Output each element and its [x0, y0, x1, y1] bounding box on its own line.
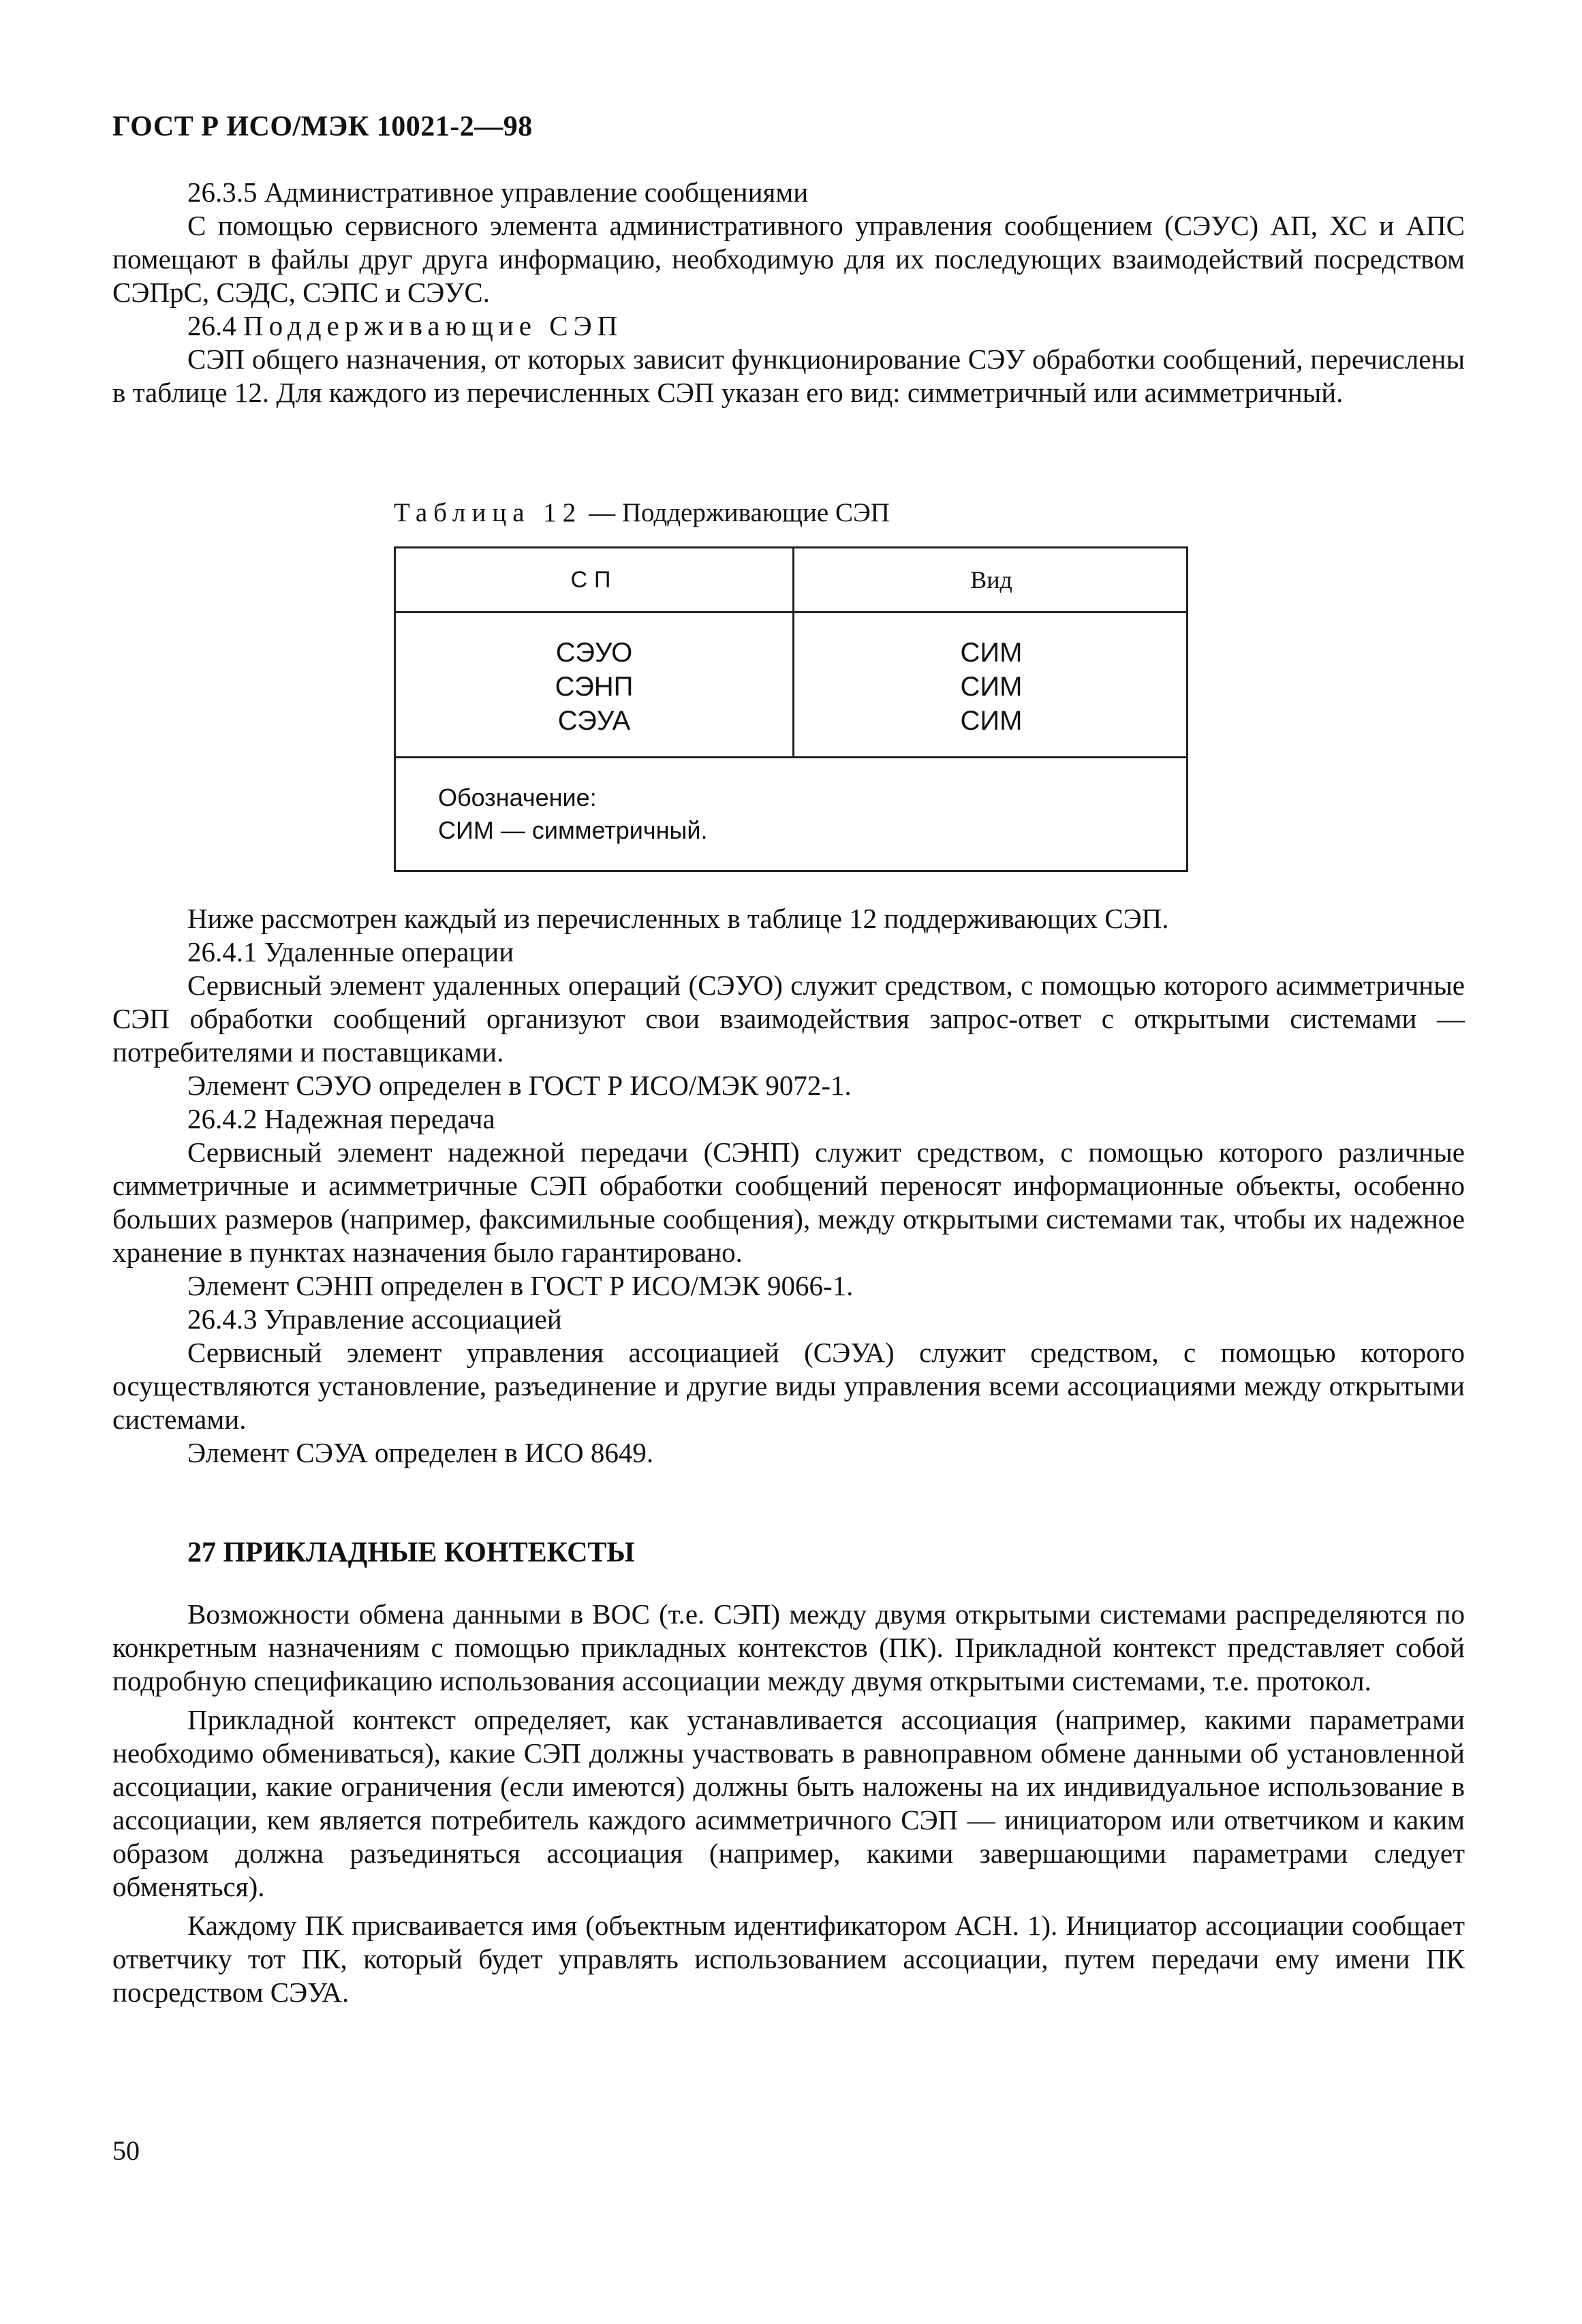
paragraph: Сервисный элемент надежной передачи (СЭНП) служит средством, с помощью которого различные симметричные и асимметричные СЭП обработки сообщений переносят информационные объекты, особенно больших размеров (например, факсимильные сообщения), между открытыми системами так, чтобы их надежное хранение в пунктах назначения было гарантировано.: [112, 1136, 1465, 1268]
page-number: 50: [112, 2135, 140, 2166]
table-header-col2: Вид: [970, 566, 1012, 593]
table-note-text: СИМ — симметричный.: [438, 816, 708, 844]
table-caption: [394, 496, 890, 529]
table-cell: СЭУА: [557, 706, 631, 736]
section-number: 26.4: [187, 310, 236, 341]
table-caption-label: Таблица 12: [394, 498, 583, 527]
section-heading: 26.4.2 Надежная передача: [187, 1103, 495, 1134]
section-27-body: [112, 1598, 1465, 2009]
paragraph: Элемент СЭНП определен в ГОСТ Р ИСО/МЭК 9066-1.: [187, 1270, 854, 1301]
table-cell: СИМ: [960, 638, 1023, 668]
section-27-heading: 27 ПРИКЛАДНЫЕ КОНТЕКСТЫ: [187, 1537, 635, 1568]
table-caption-text: — Поддерживающие СЭП: [589, 498, 890, 527]
section-heading: 26.4.1 Удаленные операции: [187, 936, 514, 967]
document-header: ГОСТ Р ИСО/МЭК 10021-2—98: [112, 111, 533, 142]
paragraph: Сервисный элемент управления ассоциацией (СЭУА) служит средством, с помощью которого осуществляются установление, разъединение и другие виды управления всеми ассоциациями между открытыми системами.: [112, 1337, 1465, 1435]
paragraph: Ниже рассмотрен каждый из перечисленных в таблице 12 поддерживающих СЭП.: [187, 903, 1169, 934]
section-26-4-body: [112, 902, 1465, 1470]
paragraph: С помощью сервисного элемента административного управления сообщением (СЭУС) АП, ХС и АПС помещают в файлы друг друга информацию, необходимую для их последующих взаимодействий посредством СЭПрС, СЭДС, СЭПС и СЭУС.: [112, 210, 1465, 308]
paragraph: Прикладной контекст определяет, как устанавливается ассоциация (например, какими параметрами необходимо обмениваться), какие СЭП должны участвовать в равноправном обмене данными об установленной ассоциации, какие ограничения (если имеются) должны быть наложены на их индивидуальное использование в ассоциации, кем является потребитель каждого асимметричного СЭП — инициатором или ответчиком и каким образом должна разъединяться ассоциация (например, какими завершающими параметрами следует обменяться).: [112, 1704, 1465, 1902]
paragraph: СЭП общего назначения, от которых зависит функционирование СЭУ обработки сообщений, перечислены в таблице 12. Для каждого из перечисленных СЭП указан его вид: симметричный или асимметричный.: [112, 343, 1465, 408]
paragraph: Каждому ПК присваивается имя (объектным идентификатором АСН. 1). Инициатор ассоциации сообщает ответчику тот ПК, который будет управлять использованием ассоциации, путем передачи ему имени ПК посредством СЭУА.: [112, 1910, 1465, 2008]
table-cell: СИМ: [960, 672, 1023, 702]
paragraph: Элемент СЭУА определен в ИСО 8649.: [187, 1437, 654, 1468]
table-supporting-ase: [394, 546, 1188, 872]
section-heading: 26.4.3 Управление ассоциацией: [187, 1303, 562, 1335]
paragraph: Элемент СЭУО определен в ГОСТ Р ИСО/МЭК 9072-1.: [187, 1070, 852, 1101]
table-cell: СЭНП: [555, 672, 634, 702]
paragraph: Возможности обмена данными в ВОС (т.е. СЭП) между двумя открытыми системами распределяются по конкретным назначениям с помощью прикладных контекстов (ПК). Прикладной контекст представляет собой подробную спецификацию использования ассоциации между двумя открытыми системами, т.е. протокол.: [112, 1598, 1465, 1696]
table-header-col1: СП: [570, 567, 618, 593]
section-heading-26-4: [112, 309, 1465, 343]
paragraph: Сервисный элемент удаленных операций (СЭУО) служит средством, с помощью которого асимметричные СЭП обработки сообщений организуют свои взаимодействия запрос-ответ с открытыми системами — потребителями и поставщиками.: [112, 970, 1465, 1068]
table-note: [438, 781, 708, 847]
section-heading: 26.3.5 Административное управление сообщениями: [187, 176, 809, 208]
table-col1-cells: [396, 636, 792, 738]
section-26-3-5: [112, 176, 1465, 409]
section-title: Поддерживающие СЭП: [243, 310, 623, 341]
table-cell: СЭУО: [555, 638, 633, 668]
table-row-separator: [396, 756, 1186, 758]
table-col2-cells: [794, 636, 1188, 738]
table-note-title: Обозначение:: [438, 784, 597, 811]
table-cell: СИМ: [960, 706, 1023, 736]
